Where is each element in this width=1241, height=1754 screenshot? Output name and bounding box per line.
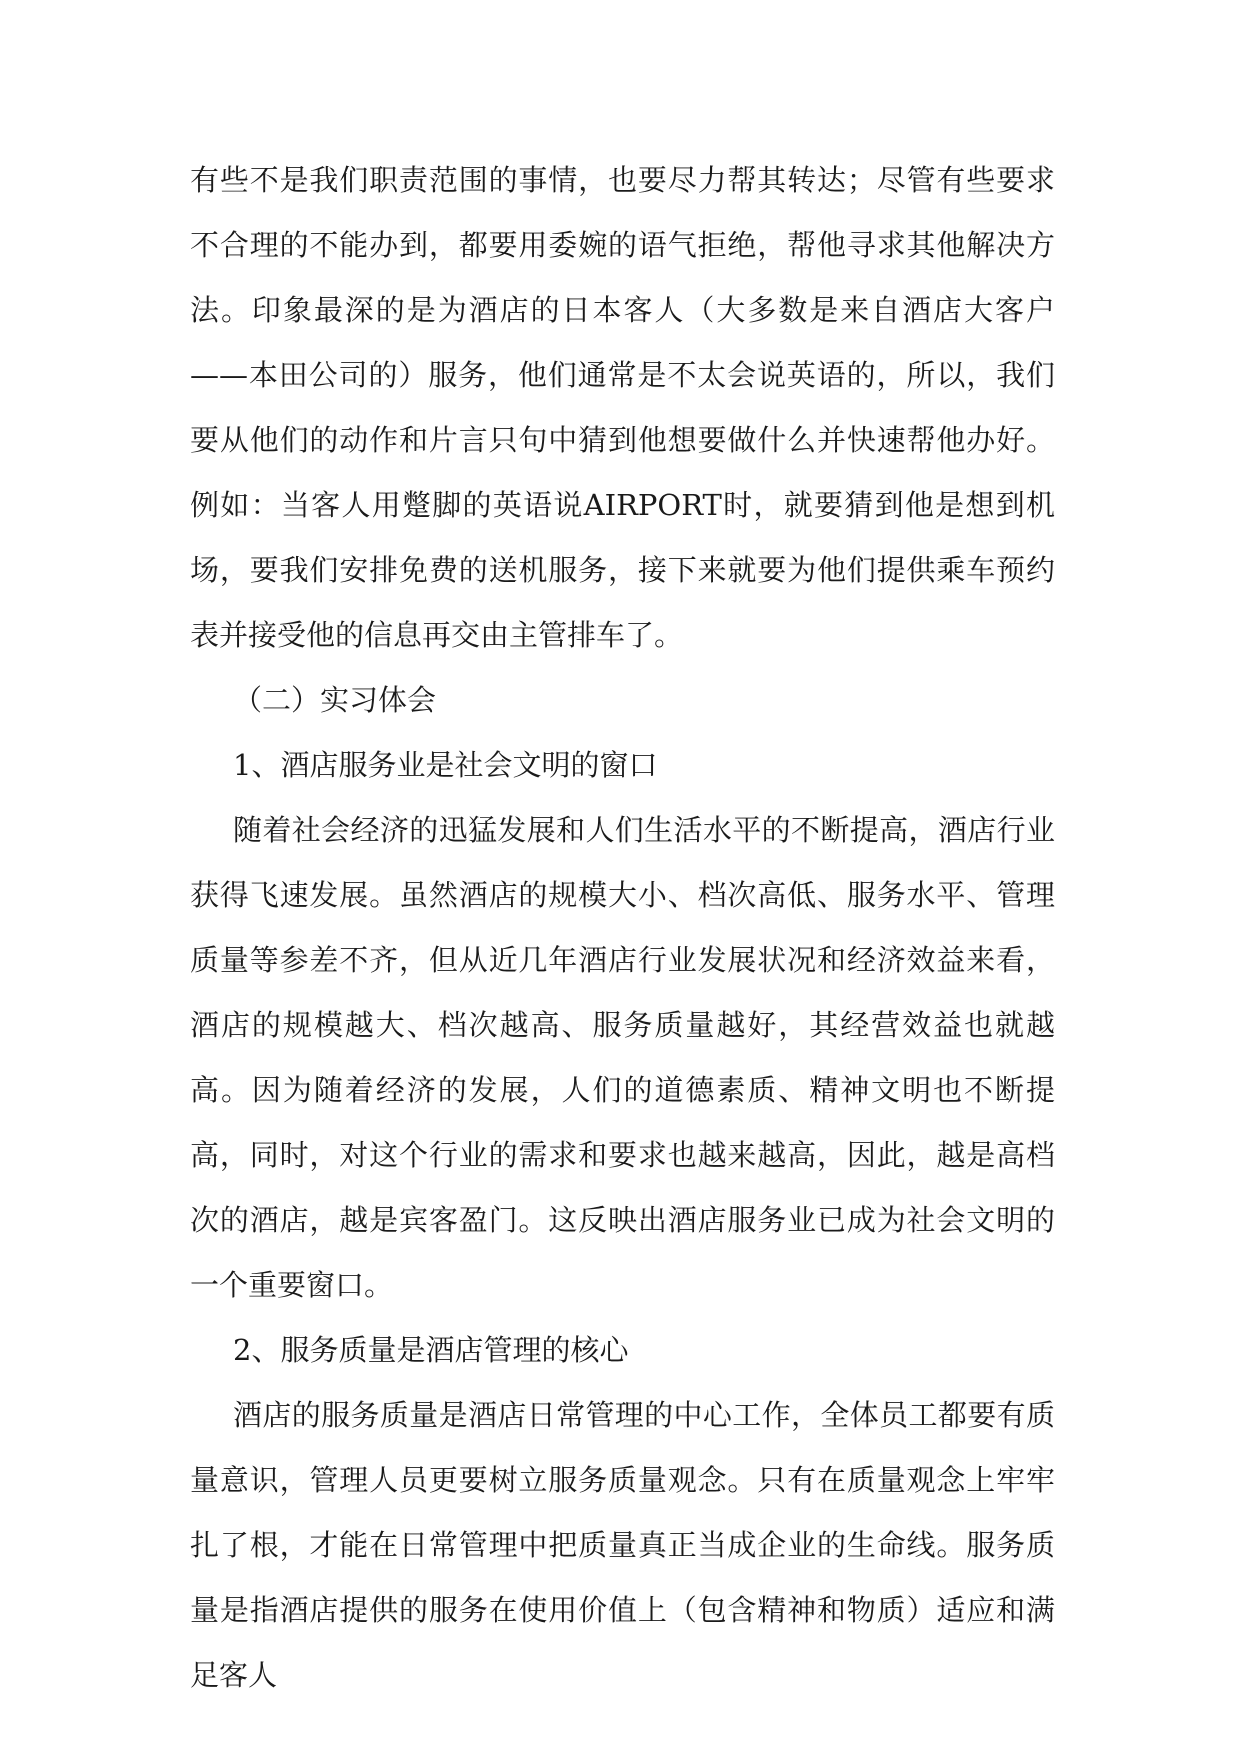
document-body <box>190 148 1055 1708</box>
paragraph-service-quality: 酒店的服务质量是酒店日常管理的中心工作，全体员工都要有质量意识，管理人员更要树立服务质量观念。只有在质量观念上牢牢扎了根，才能在日常管理中把质量真正当成企业的生命线。服务质量是指酒店提供的服务在使用价值上（包含精神和物质）适应和满足客人 <box>190 1398 1055 1692</box>
section-heading-internship-insights: （二）实习体会 <box>233 683 437 717</box>
paragraph-continuation: 有些不是我们职责范围的事情，也要尽力帮其转达；尽管有些要求不合理的不能办到，都要用委婉的语气拒绝，帮他寻求其他解决方法。印象最深的是为酒店的日本客人（大多数是来自酒店大客户——本田公司的）服务，他们通常是不太会说英语的，所以，我们要从他们的动作和片言只句中猜到他想要做什么并快速帮他办好。例如：当客人用蹩脚的英语说AIRPORT时，就要猜到他是想到机场，要我们安排免费的送机服务，接下来就要为他们提供乘车预约表并接受他的信息再交由主管排车了。 <box>190 163 1055 652</box>
subheading-1: 1、酒店服务业是社会文明的窗口 <box>233 748 658 782</box>
paragraph-window-of-civilization: 随着社会经济的迅猛发展和人们生活水平的不断提高，酒店行业获得飞速发展。虽然酒店的规模大小、档次高低、服务水平、管理质量等参差不齐，但从近几年酒店行业发展状况和经济效益来看，酒店的规模越大、档次越高、服务质量越好，其经营效益也就越高。因为随着经济的发展，人们的道德素质、精神文明也不断提高，同时，对这个行业的需求和要求也越来越高，因此，越是高档次的酒店，越是宾客盈门。这反映出酒店服务业已成为社会文明的一个重要窗口。 <box>190 813 1055 1302</box>
subheading-2: 2、服务质量是酒店管理的核心 <box>233 1333 629 1367</box>
